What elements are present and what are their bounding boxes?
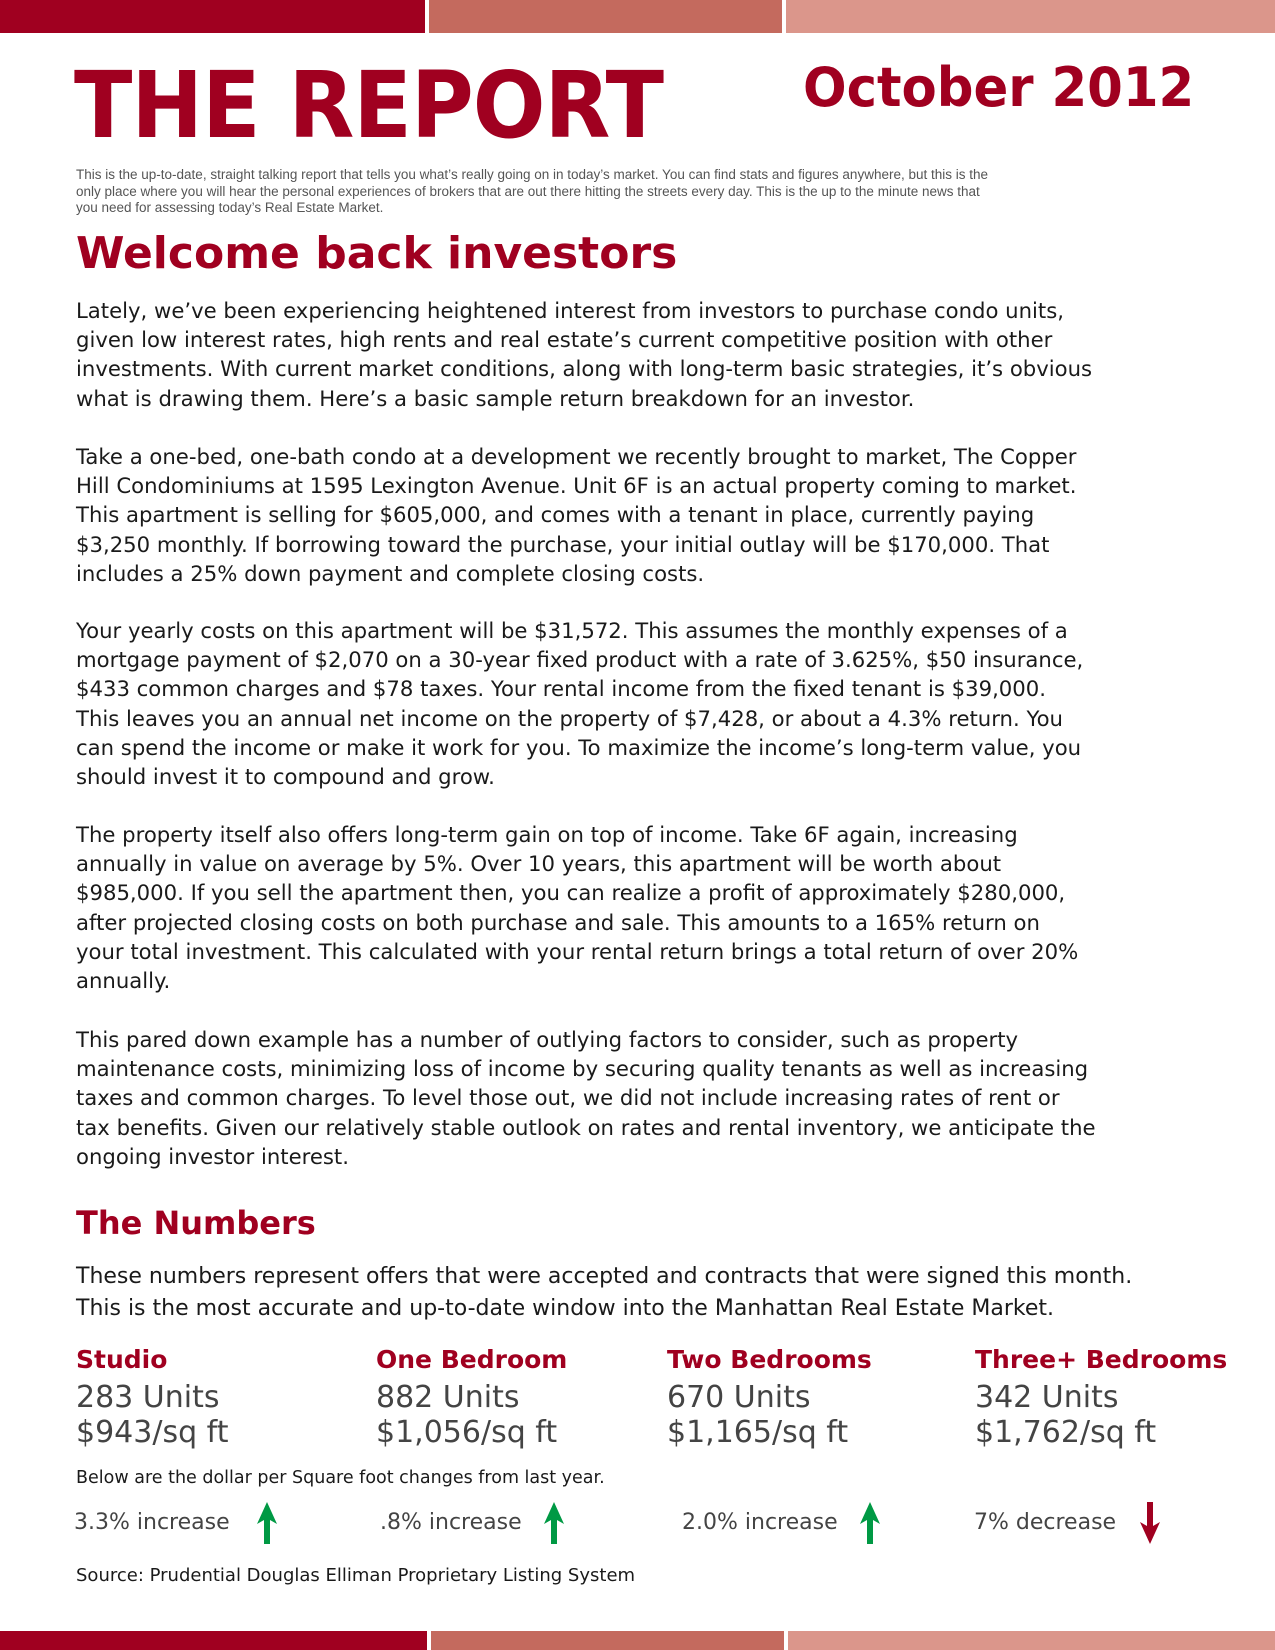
unit-count: 342 Units [975, 1380, 1119, 1415]
paragraph-line: Take a one-bed, one-bath condo at a development we recently brought to market, The Copper [76, 444, 1077, 469]
price-change: 7% decrease [974, 1510, 1117, 1535]
paragraph-line: Lately, we’ve been experiencing heightened interest from investors to purchase condo units, [76, 298, 1064, 323]
report-title: THE REPORT [74, 52, 664, 159]
paragraph-line: The property itself also offers long-term gain on top of income. Take 6F again, increasing [76, 822, 1018, 847]
paragraph-line: taxes and common charges. To level those out, we did not include increasing rates of rent or [76, 1085, 1060, 1111]
paragraph-line: what is drawing them. Here’s a basic sample return breakdown for an investor. [76, 385, 915, 411]
paragraph-line: $433 common charges and $78 taxes. Your rental income from the fixed tenant is $39,000. [76, 676, 1046, 702]
category-column [376, 1345, 567, 1450]
paragraph-line: mortgage payment of $2,070 on a 30-year fixed product with a rate of 3.625%, $50 insurance, [76, 647, 1084, 673]
arrow-up-icon [860, 1502, 880, 1548]
article-paragraph [76, 616, 1083, 791]
paragraph-line: This apartment is selling for $605,000, and comes with a tenant in place, currently paying [76, 502, 1035, 528]
paragraph-line: given low interest rates, high rents and real estate’s current competitive position with other [76, 327, 1053, 353]
price-change: .8% increase [380, 1510, 522, 1535]
paragraph-line: after projected closing costs on both purchase and sale. This amounts to a 165% return on [76, 909, 1040, 935]
paragraph-line: annually. [76, 968, 171, 994]
paragraph-line: $3,250 monthly. If borrowing toward the purchase, your initial outlay will be $170,000. That [76, 531, 1050, 557]
paragraph-line: should invest it to compound and grow. [76, 764, 495, 790]
numbers-intro [76, 1261, 1132, 1324]
paragraph-line: Your yearly costs on this apartment will be $31,572. This assumes the monthly expenses of a [76, 618, 1068, 643]
article-paragraph [76, 1025, 1096, 1171]
paragraph-line: ongoing investor interest. [76, 1143, 349, 1169]
paragraph-line: Hill Condominiums at 1595 Lexington Avenue. Unit 6F is an actual property coming to market. [76, 473, 1077, 499]
unit-count: 882 Units [376, 1380, 520, 1415]
tagline-line: you need for assessing today’s Real Estate Market. [76, 200, 384, 216]
category-name: One Bedroom [376, 1345, 568, 1374]
tagline-line: only place where you will hear the personal experiences of brokers that are out there hitting the streets every day. This is the up to the minute news that [76, 183, 980, 199]
unit-count: 283 Units [76, 1380, 220, 1415]
category-column [76, 1345, 228, 1450]
report-date: October 2012 [803, 56, 1195, 119]
paragraph-line: annually in value on average by 5%. Over 10 years, this apartment will be worth about [76, 851, 1002, 877]
tagline [76, 167, 988, 217]
category-name: Three+ Bedrooms [975, 1345, 1228, 1374]
article-paragraph [76, 296, 1092, 413]
intro-line: These numbers represent offers that were accepted and contracts that were signed this month. [76, 1264, 1133, 1289]
bottom-bar-light [788, 1631, 1275, 1650]
paragraph-line: can spend the income or make it work for you. To maximize the income’s long-term value, you [76, 734, 1082, 760]
source-note: Source: Prudential Douglas Elliman Proprietary Listing System [76, 1565, 636, 1586]
intro-line: This is the most accurate and up-to-date window into the Manhattan Real Estate Market. [76, 1295, 1055, 1321]
paragraph-line: This pared down example has a number of outlying factors to consider, such as property [76, 1027, 1019, 1052]
changes-note: Below are the dollar per Square foot changes from last year. [76, 1468, 605, 1488]
article-heading: Welcome back investors [76, 228, 678, 279]
numbers-heading: The Numbers [76, 1204, 316, 1242]
tagline-line: This is the up-to-date, straight talking report that tells you what’s really going on in today’s market. You can find stats and figures anywhere, but this is the [76, 167, 989, 182]
top-bar-light [786, 0, 1275, 33]
top-bar-dark [0, 0, 425, 33]
bottom-bar-mid [431, 1631, 784, 1650]
paragraph-line: your total investment. This calculated with your rental return brings a total return of over 20% [76, 938, 1079, 964]
price-per-sqft: $1,056/sq ft [376, 1415, 558, 1450]
category-column [667, 1345, 872, 1450]
price-change: 2.0% increase [682, 1510, 838, 1535]
paragraph-line: maintenance costs, minimizing loss of income by securing quality tenants as well as increasing [76, 1056, 1089, 1082]
price-change: 3.3% increase [74, 1510, 230, 1535]
price-per-sqft: $943/sq ft [76, 1415, 229, 1450]
paragraph-line: tax benefits. Given our relatively stable outlook on rates and rental inventory, we anticipate the [76, 1114, 1096, 1140]
arrow-up-icon [544, 1502, 564, 1548]
article-paragraph [76, 442, 1076, 588]
paragraph-line: investments. With current market conditions, along with long-term basic strategies, it’s obvious [76, 356, 1093, 382]
paragraph-line: This leaves you an annual net income on the property of $7,428, or about a 4.3% return. You [76, 705, 1063, 731]
price-per-sqft: $1,165/sq ft [667, 1415, 849, 1450]
price-per-sqft: $1,762/sq ft [975, 1415, 1157, 1450]
paragraph-line: $985,000. If you sell the apartment then, you can realize a profit of approximately $280,000, [76, 880, 1066, 906]
category-column [975, 1345, 1227, 1450]
top-bar-mid [429, 0, 782, 33]
bottom-bar-dark [0, 1631, 427, 1650]
category-name: Studio [76, 1345, 168, 1374]
unit-count: 670 Units [667, 1380, 811, 1415]
article-paragraph [76, 820, 1078, 995]
paragraph-line: includes a 25% down payment and complete closing costs. [76, 560, 705, 586]
arrow-up-icon [257, 1502, 277, 1548]
arrow-down-icon [1140, 1502, 1160, 1548]
category-name: Two Bedrooms [667, 1345, 872, 1374]
